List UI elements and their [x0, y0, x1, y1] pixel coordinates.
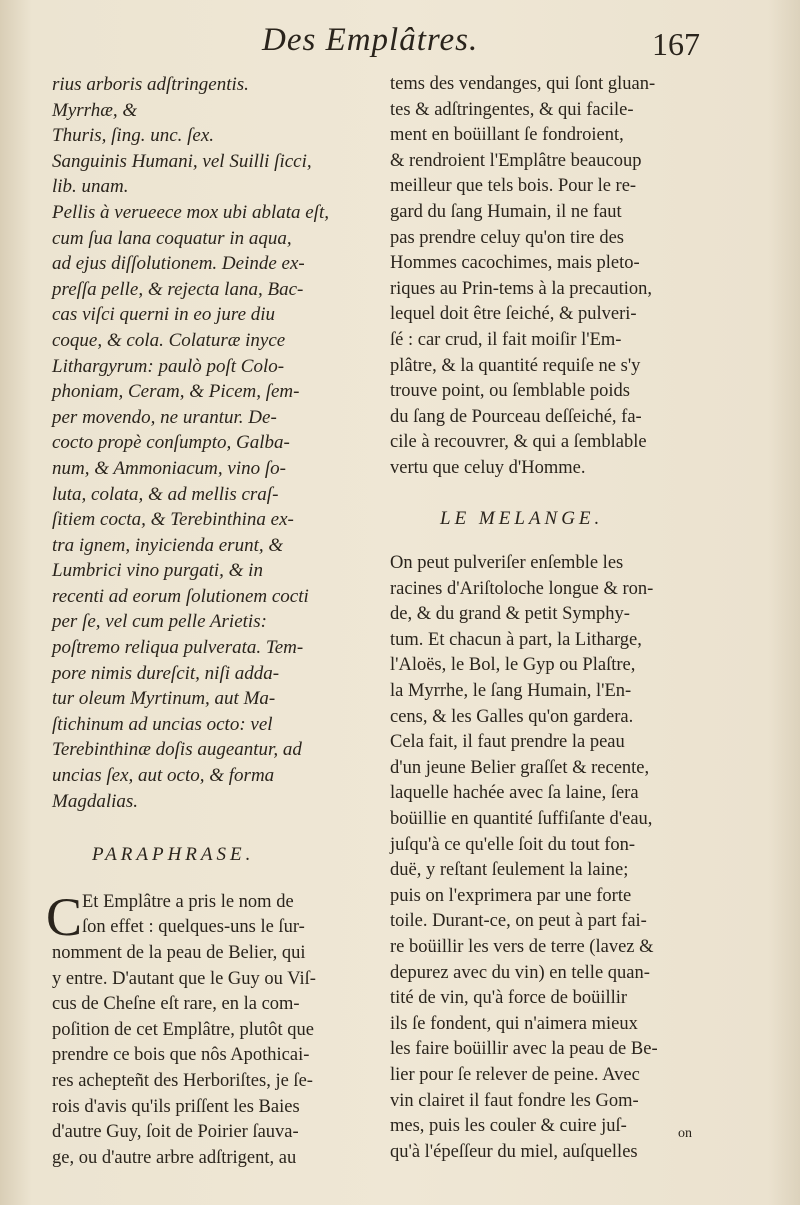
text-line: plâtre, & la quantité requiſe ne s'y	[390, 355, 641, 376]
left-column	[46, 72, 364, 1171]
text-line: tra ignem, inyicienda erunt, &	[52, 534, 284, 556]
text-line: preſſa pelle, & rejecta lana, Bac-	[52, 278, 304, 300]
latin-formula	[52, 72, 364, 814]
text-line: gard du ſang Humain, il ne faut	[390, 201, 622, 222]
text-line: ils ſe fondent, qui n'aimera mieux	[390, 1013, 638, 1034]
text-line: y entre. D'autant que le Guy ou Viſ-	[52, 968, 316, 989]
text-line: Myrrhæ, &	[52, 99, 138, 121]
catchword: on	[678, 1126, 692, 1141]
text-line: Lumbrici vino purgati, & in	[52, 560, 263, 582]
text-line: phoniam, Ceram, & Picem, ſem-	[52, 381, 300, 403]
text-line: lier pour ſe relever de peine. Avec	[390, 1064, 640, 1085]
text-line: luta, colata, & ad mellis craſ-	[52, 483, 279, 505]
text-line: toile. Durant-ce, on peut à part fai-	[390, 911, 647, 932]
text-line: Pellis à verueece mox ubi ablata eſt,	[52, 201, 329, 223]
text-line: ge, ou d'autre arbre adſtrigent, au	[52, 1147, 297, 1168]
text-line: poſition de cet Emplâtre, plutôt que	[52, 1019, 315, 1040]
text-line: pas prendre celuy qu'on tire des	[390, 227, 624, 248]
text-line: & rendroient l'Emplâtre beaucoup	[390, 150, 642, 171]
running-head: Des Emplâtres.	[262, 22, 479, 58]
text-line: mes, puis les couler & cuire juſ-	[390, 1116, 627, 1137]
text-line: lequel doit être ſeiché, & pulveri-	[390, 304, 637, 325]
melange-paragraph	[390, 551, 722, 1165]
text-line: tems des vendanges, qui ſont gluan-	[390, 74, 656, 94]
text-line: la Myrrhe, le ſang Humain, l'En-	[390, 681, 632, 702]
text-line: rius arboris adſtringentis.	[52, 74, 249, 95]
text-line: puis on l'exprimera par une forte	[390, 885, 632, 906]
text-line: ſé : car crud, il fait moiſir l'Em-	[390, 329, 622, 350]
text-line: d'autre Guy, ſoit de Poirier ſauva-	[52, 1122, 299, 1143]
text-line: du ſang de Pourceau deſſeiché, fa-	[390, 406, 642, 427]
text-line: ad ejus diſſolutionem. Deinde ex-	[52, 253, 305, 275]
text-line: vertu que celuy d'Homme.	[390, 457, 586, 478]
text-line: Magdalias.	[52, 790, 139, 812]
text-line: tum. Et chacun à part, la Litharge,	[390, 629, 642, 650]
text-line: Terebinthinæ doſis augeantur, ad	[52, 739, 302, 761]
text-line: tes & adſtringentes, & qui facile-	[390, 99, 634, 120]
text-line: Et Emplâtre a pris le nom de	[82, 891, 294, 912]
paraphrase-paragraph	[46, 886, 364, 1172]
text-line: prendre ce bois que nôs Apothicai-	[52, 1045, 310, 1066]
text-line: laquelle hachée avec ſa laine, ſera	[390, 783, 639, 804]
text-line: ſon effet : quelques-uns le ſur-	[82, 917, 305, 938]
text-line: tité de vin, qu'à force de boüillir	[390, 988, 628, 1009]
text-line: cile à recouvrer, & qui a ſemblable	[390, 432, 647, 453]
right-column	[390, 72, 722, 1165]
page-number: 167	[652, 26, 700, 62]
text-line: ment en boüillant ſe fondroient,	[390, 125, 624, 146]
text-line: les faire boüillir avec la peau de Be-	[390, 1039, 658, 1060]
text-line: qu'à l'épeſſeur du miel, auſquelles	[390, 1141, 638, 1162]
paraphrase-continuation	[390, 72, 722, 482]
text-line: racines d'Ariſtoloche longue & ron-	[390, 578, 654, 599]
section-heading-melange: LE MELANGE.	[440, 507, 604, 529]
text-line: de, & du grand & petit Symphy-	[390, 604, 630, 625]
text-line: num, & Ammoniacum, vino ſo-	[52, 457, 286, 479]
text-line: Cela fait, il faut prendre la peau	[390, 732, 625, 753]
text-line: recenti ad eorum ſolutionem cocti	[52, 585, 309, 607]
text-line: boüillie en quantité ſuffiſante d'eau,	[390, 809, 653, 830]
text-line: nomment de la peau de Belier, qui	[52, 943, 306, 963]
text-line: ſitiem cocta, & Terebinthina ex-	[52, 509, 294, 531]
text-line: depurez avec du vin) en telle quan-	[390, 962, 650, 983]
text-line: tur oleum Myrtinum, aut Ma-	[52, 688, 276, 710]
text-line: per movendo, ne urantur. De-	[52, 406, 277, 428]
text-line: poſtremo reliqua pulverata. Tem-	[52, 637, 304, 659]
text-line: res achepteñt des Herboriſtes, je ſe-	[52, 1070, 313, 1091]
text-line: Hommes cacochimes, mais pleto-	[390, 253, 640, 274]
text-line: uncias ſex, aut octo, & forma	[52, 765, 275, 787]
text-line: cum ſua lana coquatur in aqua,	[52, 227, 292, 249]
text-line: cocto propè conſumpto, Galba-	[52, 432, 290, 454]
text-line: cus de Cheſne eſt rare, en la com-	[52, 994, 300, 1015]
text-line: lib. unam.	[52, 176, 129, 198]
text-line: duë, y reſtant ſeulement la laine;	[390, 860, 629, 881]
text-line: riques au Prin-tems à la precaution,	[390, 278, 652, 299]
text-line: re boüillir les vers de terre (lavez &	[390, 937, 654, 957]
text-line: meilleur que tels bois. Pour le re-	[390, 176, 637, 197]
text-line: coque, & cola. Colaturæ inyce	[52, 329, 286, 351]
text-line: juſqu'à ce qu'elle ſoit du tout fon-	[390, 834, 636, 855]
text-line: rois d'avis qu'ils priſſent les Baies	[52, 1096, 300, 1117]
text-line: cas viſci querni in eo jure diu	[52, 304, 276, 326]
drop-cap: C	[46, 886, 83, 947]
text-line: Sanguinis Humani, vel Suilli ſicci,	[52, 150, 312, 172]
text-line: ſtichinum ad uncias octo: vel	[52, 713, 273, 735]
text-line: d'un jeune Belier graſſet & recente,	[390, 757, 650, 778]
text-line: pore nimis dureſcit, niſi adda-	[52, 662, 280, 684]
text-line: Thuris, ſing. unc. ſex.	[52, 125, 215, 147]
text-line: l'Aloës, le Bol, le Gyp ou Plaſtre,	[390, 655, 636, 676]
text-line: Lithargyrum: paulò poſt Colo-	[52, 355, 285, 377]
text-line: vin clairet il faut fondre les Gom-	[390, 1090, 639, 1111]
section-heading-paraphrase: PARAPHRASE.	[92, 844, 255, 866]
text-line: cens, & les Galles qu'on gardera.	[390, 706, 634, 727]
text-line: per ſe, vel cum pelle Arietis:	[52, 611, 267, 633]
text-line: On peut pulveriſer enſemble les	[390, 553, 624, 574]
text-line: trouve point, ou ſemblable poids	[390, 381, 630, 402]
